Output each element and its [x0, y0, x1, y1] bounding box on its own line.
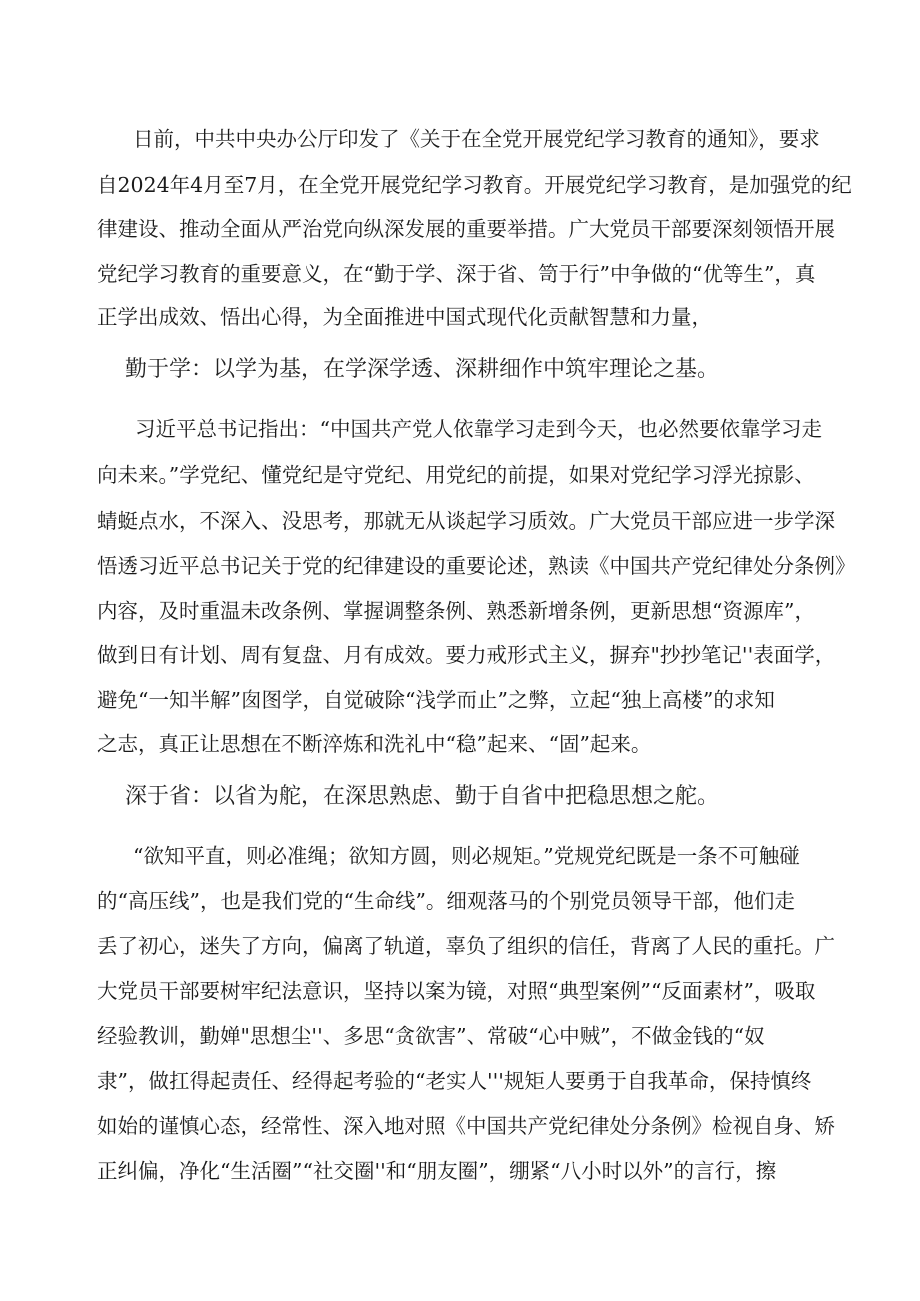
paragraph-3-line-6: 隶”，做扛得起责任、经得起考验的“老实人'''规矩人要勇于自我革命，保持慎终 [97, 1069, 812, 1093]
paragraph-3-line-7: 如始的谨慎心态，经常性、深入地对照《中国共产党纪律处分条例》检视自身、矫 [97, 1114, 835, 1138]
paragraph-3-line-2: 的“高压线”，也是我们党的“生命线”。细观落马的个别党员领导干部，他们走 [97, 889, 795, 913]
paragraph-2-line-4: 悟透习近平总书记关于党的纪律建设的重要论述，熟读《中国共产党纪律处分条例》 [97, 554, 856, 578]
paragraph-3-line-4: 大党员干部要树牢纪法意识，坚持以案为镜，对照“典型案例”“反面素材”，吸取 [97, 979, 816, 1003]
section-heading-deep-reflection: 深于省：以省为舵，在深思熟虑、勤于自省中把稳思想之舵。 [125, 784, 720, 809]
paragraph-1-line-4: 党纪学习教育的重要意义，在“勤于学、深于省、笥于行”中争做的“优等生”，真 [97, 262, 816, 286]
paragraph-3-line-1: “欲知平直，则必准绳；欲知方圆，则必规矩。”党规党纪既是一条不可触碰 [133, 844, 800, 868]
paragraph-1-line-5: 正学出成效、悟出心得，为全面推进中国式现代化贡献智慧和力量， [97, 305, 712, 329]
paragraph-3-line-3: 丢了初心，迷失了方向，偏离了轨道，辜负了组织的信任，背离了人民的重托。广 [97, 934, 835, 958]
paragraph-1-line-2: 自2024年4月至7月，在全党开展党纪学习教育。开展党纪学习教育，是加强党的纪 [97, 173, 852, 197]
paragraph-2-line-2: 向未来。”学党纪、懂党纪是守党纪、用党纪的前提，如果对党纪学习浮光掠影、 [97, 463, 815, 487]
paragraph-2-line-7: 避免“一知半解”囱图学，自觉破除“浅学而止”之弊，立起“独上高楼”的求知 [97, 688, 775, 712]
paragraph-3-line-8: 正纠偏，净化“生活圈”“社交圈''和“朋友圈”，绷紧“八小时以外”的言行，擦 [97, 1159, 777, 1183]
paragraph-1-line-3: 律建设、推动全面从严治党向纵深发展的重要举措。广大党员干部要深刻领悟开展 [97, 217, 835, 241]
section-heading-diligent-study: 勤于学：以学为基，在学深学透、深耕细作中筑牢理论之基。 [125, 357, 720, 382]
paragraph-2-line-5: 内容，及时重温未改条例、掌握调整条例、熟悉新增条例，更新思想“资源库”， [97, 599, 815, 623]
paragraph-2-line-1: 习近平总书记指出：“中国共产党人依靠学习走到今天，也必然要依靠学习走 [135, 417, 822, 441]
paragraph-2-line-8: 之志，真正让思想在不断淬炼和洗礼中“稳”起来、“固”起来。 [97, 732, 652, 756]
paragraph-3-line-5: 经验教训，勤婵"思想尘''、多思“贪欲害”、常破“心中贼”，不做金钱的“奴 [97, 1024, 765, 1048]
paragraph-2-line-3: 蜻蜓点水，不深入、没思考，那就无从谈起学习质效。广大党员干部应进一步学深 [97, 509, 835, 533]
paragraph-2-line-6: 做到日有计划、周有复盘、月有成效。要力戒形式主义，摒弃"抄抄笔记''表面学， [97, 643, 836, 667]
paragraph-1-line-1: 日前，中共中央办公厅印发了《关于在全党开展党纪学习教育的通知》，要求 [133, 127, 820, 151]
